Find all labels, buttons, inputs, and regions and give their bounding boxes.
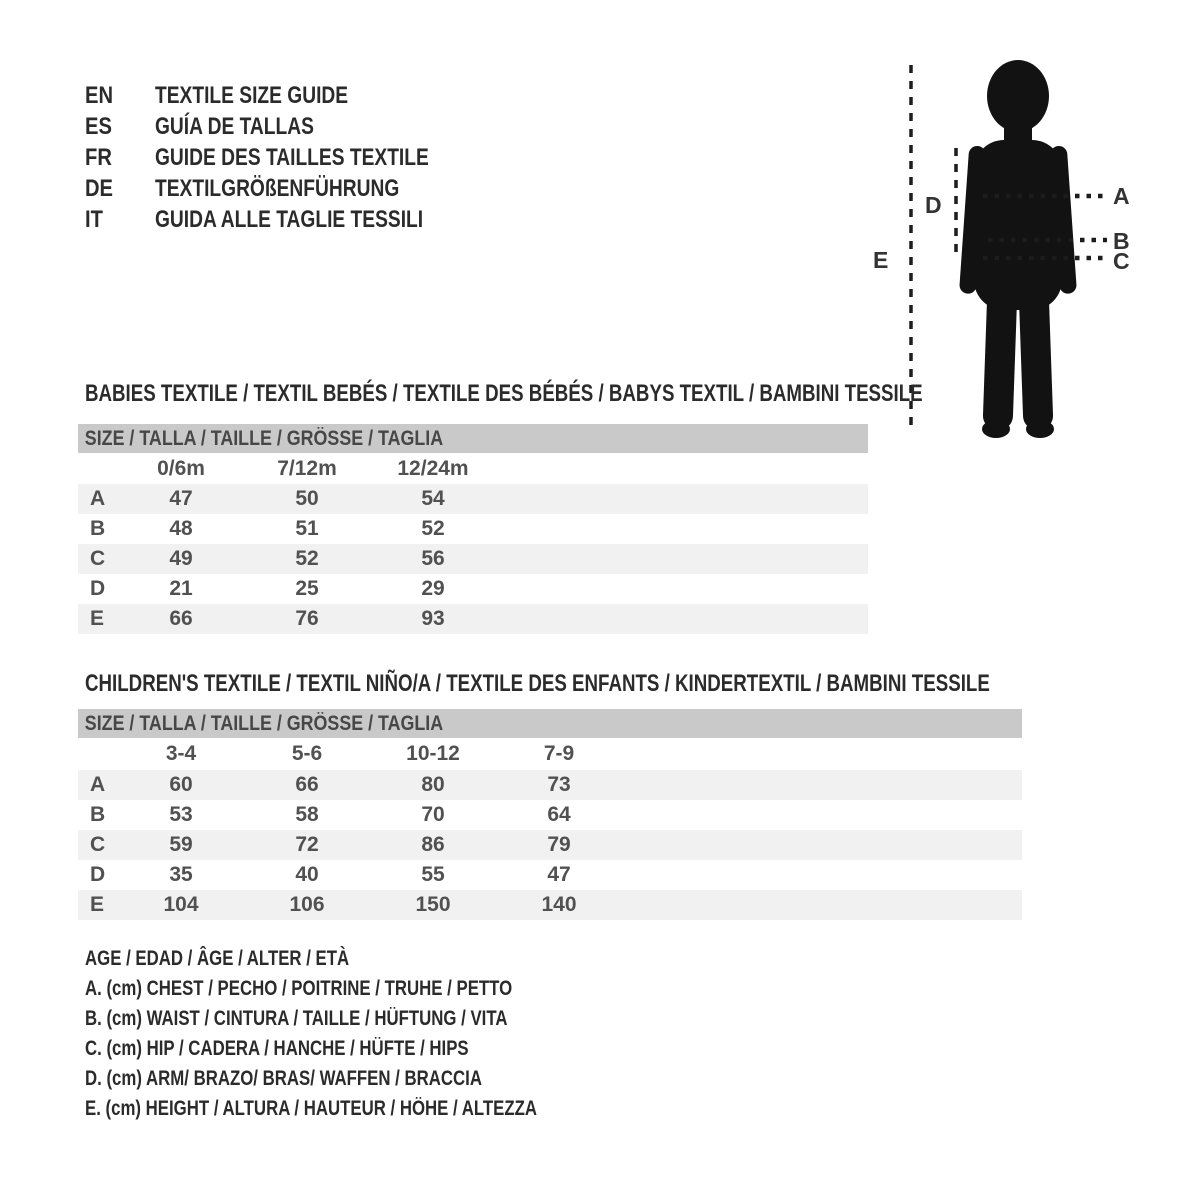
cell-value: 47 — [169, 487, 193, 510]
cell-value: 80 — [421, 773, 445, 796]
row-label: D — [90, 863, 106, 886]
language-title: GUIDE DES TAILLES TEXTILE — [155, 143, 429, 171]
row-label: E — [90, 607, 105, 630]
cell-value: 60 — [169, 773, 193, 796]
table-row-c — [78, 830, 1022, 860]
cell-value: 51 — [295, 517, 319, 540]
row-label: D — [90, 577, 106, 600]
table-row-a — [78, 484, 868, 514]
row-label: A — [90, 487, 106, 510]
table-row-b — [78, 800, 1022, 830]
legend-line-chest: A. (cm) CHEST / PECHO / POITRINE / TRUHE / PETTO — [85, 977, 513, 1000]
cell-value: 29 — [421, 577, 445, 600]
measurement-legend — [85, 944, 650, 1124]
cell-value: 21 — [169, 577, 193, 600]
row-label: C — [90, 547, 106, 570]
table-row-d — [78, 860, 1022, 890]
cell-value: 53 — [169, 803, 193, 826]
column-header: 3-4 — [165, 742, 197, 765]
language-title: GUIDA ALLE TAGLIE TESSILI — [155, 205, 424, 233]
cell-value: 54 — [421, 487, 445, 510]
column-header: 12/24m — [397, 456, 469, 480]
cell-value: 140 — [541, 893, 577, 916]
row-label: B — [90, 517, 106, 540]
marker-label-d: D — [925, 192, 942, 218]
language-code: ES — [85, 112, 112, 140]
table-row-b — [78, 514, 868, 544]
size-header-label: SIZE / TALLA / TAILLE / GRÖSSE / TAGLIA — [84, 426, 444, 450]
marker-label-e: E — [873, 247, 889, 273]
language-code: IT — [85, 205, 103, 233]
language-title: GUÍA DE TALLAS — [155, 112, 314, 140]
language-code: FR — [85, 143, 112, 171]
cell-value: 50 — [295, 487, 319, 510]
row-label: E — [90, 893, 105, 916]
cell-value: 59 — [169, 833, 193, 856]
babies-size-table — [78, 380, 923, 634]
cell-value: 55 — [421, 863, 445, 886]
children-column-header-row — [78, 738, 1022, 770]
cell-value: 25 — [295, 577, 319, 600]
row-label: A — [90, 773, 106, 796]
language-title: TEXTILGRÖßENFÜHRUNG — [155, 174, 400, 202]
legend-line-age: AGE / EDAD / ÂGE / ALTER / ETÀ — [85, 947, 350, 970]
table-row-d — [78, 574, 868, 604]
children-size-table — [78, 670, 1022, 920]
legend-line-arm: D. (cm) ARM/ BRAZO/ BRAS/ WAFFEN / BRACCIA — [85, 1067, 482, 1090]
cell-value: 104 — [163, 893, 199, 916]
table-row-e — [78, 604, 868, 634]
cell-value: 52 — [421, 517, 445, 540]
table-row-e — [78, 890, 1022, 920]
column-header: 0/6m — [157, 456, 205, 480]
cell-value: 66 — [169, 607, 193, 630]
cell-value: 76 — [295, 607, 319, 630]
language-row-de — [85, 173, 497, 204]
table-row-c — [78, 544, 868, 574]
cell-value: 40 — [295, 863, 319, 886]
marker-label-a: A — [1113, 183, 1130, 209]
marker-label-b: B — [1113, 228, 1130, 254]
babies-table-title: BABIES TEXTILE / TEXTIL BEBÉS / TEXTILE DES BÉBÉS / BABYS TEXTIL / BAMBINI TESSILE — [85, 380, 923, 407]
cell-value: 66 — [295, 773, 319, 796]
cell-value: 72 — [295, 833, 319, 856]
row-label: B — [90, 803, 106, 826]
cell-value: 58 — [295, 803, 319, 826]
column-header: 7/12m — [277, 456, 337, 480]
language-row-es — [85, 111, 497, 142]
cell-value: 35 — [169, 863, 193, 886]
cell-value: 93 — [421, 607, 445, 630]
table-row-a — [78, 770, 1022, 800]
cell-value: 150 — [415, 893, 451, 916]
marker-label-c: C — [1113, 248, 1130, 274]
column-header: 10-12 — [406, 742, 460, 765]
column-header: 5-6 — [291, 742, 323, 765]
cell-value: 70 — [421, 803, 445, 826]
language-row-en — [85, 80, 497, 111]
cell-value: 56 — [421, 547, 445, 570]
cell-value: 86 — [421, 833, 445, 856]
language-list — [85, 80, 497, 235]
legend-line-hip: C. (cm) HIP / CADERA / HANCHE / HÜFTE / HIPS — [85, 1037, 469, 1060]
cell-value: 79 — [547, 833, 571, 856]
cell-value: 49 — [169, 547, 193, 570]
cell-value: 106 — [289, 893, 325, 916]
column-header: 7-9 — [543, 742, 575, 765]
size-header-label: SIZE / TALLA / TAILLE / GRÖSSE / TAGLIA — [84, 711, 444, 735]
language-code: EN — [85, 81, 114, 109]
cell-value: 48 — [169, 517, 193, 540]
legend-line-height: E. (cm) HEIGHT / ALTURA / HAUTEUR / HÖHE / ALTEZZA — [85, 1097, 538, 1120]
language-title: TEXTILE SIZE GUIDE — [155, 81, 349, 109]
babies-size-header-bar — [78, 424, 868, 453]
language-code: DE — [85, 174, 114, 202]
children-size-header-bar — [78, 709, 1022, 738]
language-row-it — [85, 204, 497, 235]
language-row-fr — [85, 142, 497, 173]
cell-value: 52 — [295, 547, 319, 570]
cell-value: 73 — [547, 773, 571, 796]
cell-value: 47 — [547, 863, 571, 886]
cell-value: 64 — [547, 803, 571, 826]
children-table-title: CHILDREN'S TEXTILE / TEXTIL NIÑO/A / TEXTILE DES ENFANTS / KINDERTEXTIL / BAMBINI TESSILE — [85, 670, 990, 697]
child-silhouette-icon — [959, 60, 1077, 438]
legend-line-waist: B. (cm) WAIST / CINTURA / TAILLE / HÜFTUNG / VITA — [85, 1007, 508, 1030]
babies-column-header-row — [78, 453, 868, 484]
row-label: C — [90, 833, 106, 856]
